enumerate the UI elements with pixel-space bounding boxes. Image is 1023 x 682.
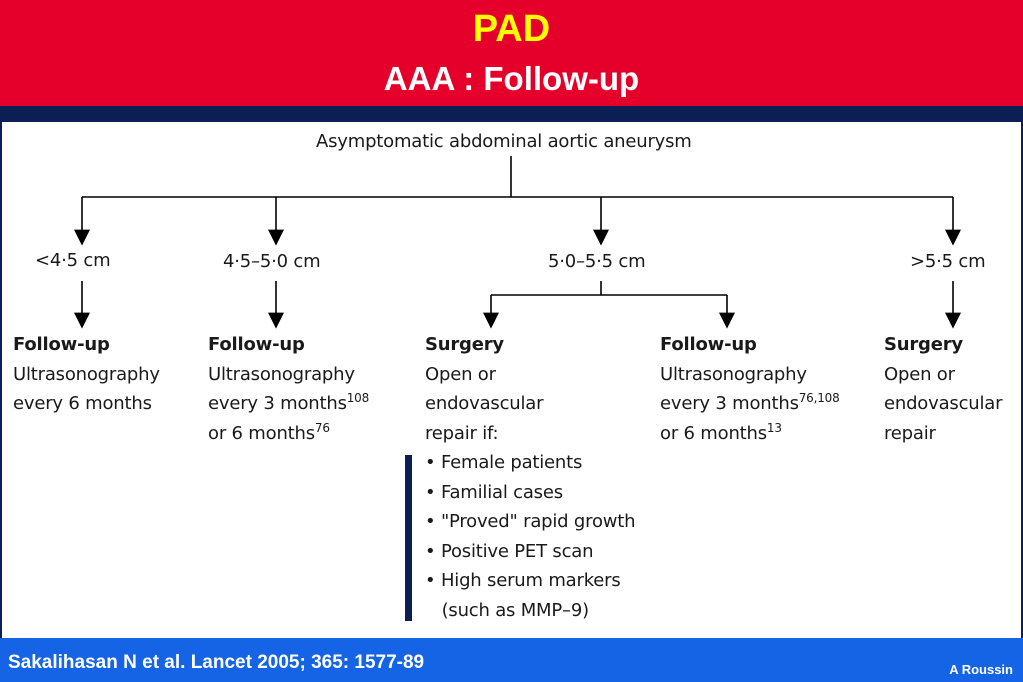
author-credit: A Roussin <box>949 662 1013 677</box>
col-5-surgery <box>884 330 1002 448</box>
col-3-line-3: repair if: <box>425 422 499 444</box>
col-3-surgery <box>425 330 543 448</box>
col-5-line-1: Open or <box>884 363 955 385</box>
col-4-followup <box>660 330 840 448</box>
col-4-ref-2: 13 <box>766 420 782 435</box>
col-4-line-1: Ultrasonography <box>660 363 807 385</box>
col-2-ref-2: 76 <box>314 420 330 435</box>
col-5-line-3: repair <box>884 422 936 444</box>
col-1-followup <box>13 330 160 419</box>
col-3-line-1: Open or <box>425 363 496 385</box>
col-4-line-2: every 3 months <box>660 393 799 414</box>
col-5-heading: Surgery <box>884 334 963 355</box>
slide-title: PAD <box>472 8 551 50</box>
col-3-line-2: endovascular <box>425 393 544 414</box>
col-2-followup <box>208 330 369 448</box>
col-1-line-2: every 6 months <box>13 393 152 414</box>
slide-subtitle: AAA : Follow-up <box>383 60 640 97</box>
col-4-ref-1: 76,108 <box>798 391 840 405</box>
size-label-2: 4·5–5·0 cm <box>223 251 321 272</box>
col-2-line-3: or 6 months <box>208 422 315 444</box>
col-2-ref-1: 108 <box>346 391 370 405</box>
size-label-4: >5·5 cm <box>910 251 986 272</box>
col-2-heading: Follow-up <box>208 334 305 355</box>
col-2-line-1: Ultrasonography <box>208 363 355 385</box>
col-1-line-1: Ultrasonography <box>13 363 160 385</box>
citation-text: Sakalihasan N et al. Lancet 2005; 365: 1577-89 <box>8 652 425 673</box>
root-node-label: Asymptomatic abdominal aortic aneurysm <box>316 131 692 152</box>
surgery-criteria-list <box>425 448 635 625</box>
criteria-item: • Female patients <box>425 452 583 473</box>
size-label-3: 5·0–5·5 cm <box>548 251 646 272</box>
col-1-heading: Follow-up <box>13 334 110 355</box>
col-2-line-2: every 3 months <box>208 393 347 414</box>
criteria-item: (such as MMP–9) <box>425 599 589 621</box>
col-4-line-3: or 6 months <box>660 422 767 444</box>
criteria-item: • Positive PET scan <box>425 540 594 562</box>
col-4-heading: Follow-up <box>660 334 757 355</box>
col-5-line-2: endovascular <box>884 393 1003 414</box>
size-label-1: <4·5 cm <box>35 250 111 271</box>
footer-band <box>0 638 1023 682</box>
criteria-item: • "Proved" rapid growth <box>425 511 636 532</box>
criteria-item: • High serum markers <box>425 570 621 591</box>
criteria-item: • Familial cases <box>425 481 563 503</box>
col-3-heading: Surgery <box>425 334 504 355</box>
criteria-side-bar <box>405 455 412 621</box>
